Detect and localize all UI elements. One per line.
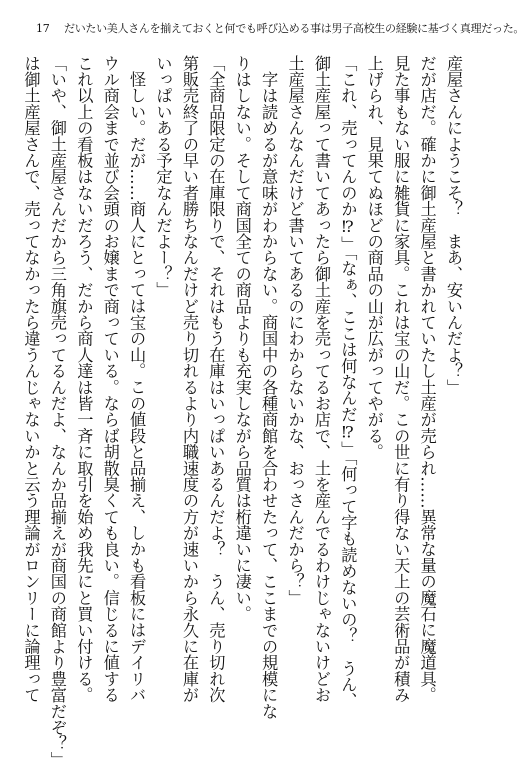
text-line: 「全商品限定の在庫限りで、それはもう在庫はいっぱいあるんだよ？ うん、売り切れ次 [206,55,226,703]
text-line: だが店だ。確かに御土産屋と書かれていたし土産が売られ……異常な量の魔石に魔道具。 [417,55,437,703]
text-line: いっぱいある予定なんだよー？」 [153,55,173,298]
vertical-body-text [21,55,466,768]
text-line: 「これ、売ってんのか⁉」「なぁ、ここは何なんだ⁉」「何って字も読めないの？ うん、 [338,55,358,709]
page-number: 17 [36,22,50,35]
text-line: 第販売終了の早い者勝ちなんだけど売り切れるより内職速度の方が速いから永久に在庫が [179,55,199,703]
text-line: 「いや、御土産屋さんだから三角旗売ってるんだよ、なんか品揃えが商国の商館より豊富だぞ？」 [47,55,67,768]
text-line: 見た事もない服に雑貨に家具。これは宝の山だ。この世に有り得ない天上の芸術品が積み [391,55,411,704]
text-line: これ以上の看板はないだろう、だから商人達は皆一斉に取引を始め我先にと買い付ける。 [74,55,94,703]
text-line: は御土産屋さんで、売ってなかったら違うんじゃないかと云う理論がロンリーに論理って [21,55,41,703]
text-line: 土産屋さんなんだけど書いてあるのにわからないかな、おっさんだから？」 [285,55,305,606]
text-line: 上げられ、見果てぬほどの商品の山が広がってやがる。 [364,55,384,460]
text-line: 字は読めるが意味がわからない。商国中の各種商館を合わせたって、ここまでの規模にな [259,55,279,720]
text-line: りはしない。そして商国全ての商品よりも充実しながら品質は桁違いに凄い。 [232,55,252,622]
page-header [36,20,524,38]
text-line: 御土産屋って書いてあったら御土産を売ってるお店で、土を産んでるわけじゃないけどお [311,55,331,703]
text-line: ウル商会まで並び会頭のお嬢まで商っている。ならば胡散臭くても良い。信じるに値する [100,55,120,703]
text-line: 怪しい。だが……商人にとっては宝の山。この値段と品揃え、しかも看板にはデイリバ [127,55,147,703]
running-title: だいたい美人さんを揃えておくと何でも呼び込める事は男子高校生の経験に基づく真理だった。 [64,22,524,35]
text-line: 産屋さんにようこそ？ まあ、安いんだよ？」 [444,55,463,396]
